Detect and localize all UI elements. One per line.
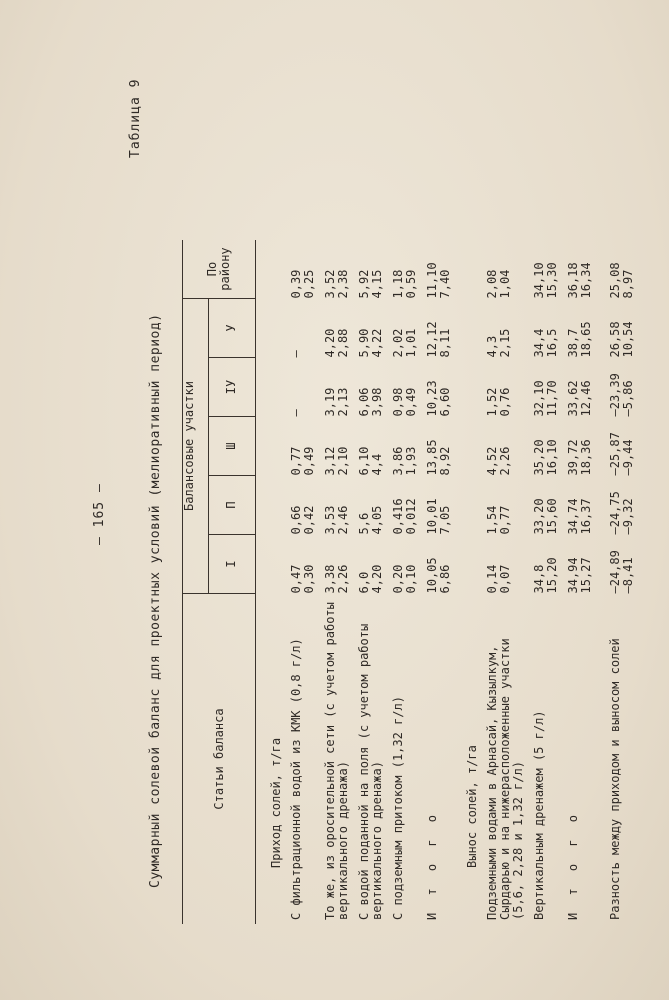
section-income: Приход солей, т/га bbox=[269, 737, 283, 868]
table-cell: 2,08 1,04 bbox=[485, 269, 512, 299]
table-cell: 0,20 0,10 bbox=[391, 564, 418, 594]
table-cell: 5,6 4,05 bbox=[357, 505, 384, 535]
row-label: С подземным притоком (1,32 г/л) bbox=[391, 696, 405, 920]
table-cell: 33,62 12,46 bbox=[566, 380, 593, 417]
table-row-total bbox=[426, 240, 452, 924]
table-cell: 3,19 2,13 bbox=[323, 387, 350, 417]
table-cell: 1,18 0,59 bbox=[391, 269, 418, 299]
table-cell: 36,18 16,34 bbox=[566, 262, 593, 299]
table-cell: 1,54 0,77 bbox=[485, 505, 512, 535]
table-cell: –23,39 –5,86 bbox=[608, 373, 635, 417]
table-label: Таблица 9 bbox=[128, 78, 143, 158]
table-cell: 3,86 1,93 bbox=[391, 446, 418, 476]
table-cell: 25,08 8,97 bbox=[608, 262, 635, 299]
row-label: Подземными водами в Арнасай, Кызылкум, Сырдарью и на нижерасположенные участки (5,6, 2,28 и 1,32 г/л) bbox=[485, 638, 525, 920]
table-cell: – bbox=[289, 350, 303, 358]
table-row bbox=[392, 240, 418, 924]
row-label: То же, из оросительной сети (с учетом работы вертикального дренажа) bbox=[323, 602, 350, 920]
table-cell: 6,0 4,20 bbox=[357, 564, 384, 594]
table-title: Суммарный солевой баланс для проектных условий (мелиоративный период) bbox=[148, 313, 163, 888]
table-cell: 4,52 2,26 bbox=[485, 446, 512, 476]
row-label: Разность между приходом и выносом солей bbox=[608, 638, 622, 920]
header-section-1: I bbox=[208, 535, 255, 594]
table-cell: 0,66 0,42 bbox=[289, 505, 316, 535]
table-cell: 1,52 0,76 bbox=[485, 387, 512, 417]
page-number: – 165 – bbox=[92, 483, 107, 545]
table-row bbox=[533, 240, 559, 924]
table-cell: 4,3 2,15 bbox=[485, 328, 512, 358]
table-cell: 34,74 16,37 bbox=[566, 498, 593, 535]
table-cell: 5,90 4,22 bbox=[357, 328, 384, 358]
table-cell: 0,47 0,30 bbox=[289, 564, 316, 594]
table-cell: 32,10 11,70 bbox=[532, 380, 559, 417]
table-cell: 10,23 6,60 bbox=[425, 380, 452, 417]
table-cell: 0,416 0,012 bbox=[391, 498, 418, 535]
table-cell: 2,02 1,01 bbox=[391, 328, 418, 358]
table-cell: 0,14 0,07 bbox=[485, 564, 512, 594]
table-cell: 34,94 15,27 bbox=[566, 557, 593, 594]
table-cell: 10,01 7,05 bbox=[425, 498, 452, 535]
table-cell: 34,4 16,5 bbox=[532, 328, 559, 358]
table-cell: 26,58 10,54 bbox=[608, 321, 635, 358]
table-row bbox=[358, 240, 384, 924]
row-label: И т о г о bbox=[566, 809, 580, 920]
table-cell: 10,05 6,86 bbox=[425, 557, 452, 594]
table-cell: 3,53 2,46 bbox=[323, 505, 350, 535]
header-section-3: Ш bbox=[208, 417, 255, 476]
table-cell: 0,77 0,49 bbox=[289, 446, 316, 476]
table-cell: 34,8 15,20 bbox=[532, 557, 559, 594]
table-cell: 4,20 2,88 bbox=[323, 328, 350, 358]
section-outcome: Вынос солей, т/га bbox=[465, 745, 479, 868]
header-total bbox=[183, 240, 256, 299]
table-cell: –24,75 –9,32 bbox=[608, 491, 635, 535]
header-section-5: У bbox=[208, 299, 255, 358]
table-cell: 0,98 0,49 bbox=[391, 387, 418, 417]
table-row-total bbox=[567, 240, 593, 924]
table-cell: –25,87 –9,44 bbox=[608, 432, 635, 476]
header-name: Статьи баланса bbox=[183, 594, 256, 925]
header-group: Балансовые участки bbox=[183, 299, 209, 594]
table-cell: 34,10 15,30 bbox=[532, 262, 559, 299]
table-cell: 39,72 18,36 bbox=[566, 439, 593, 476]
table-cell: 3,52 2,38 bbox=[323, 269, 350, 299]
header-total-label: По району bbox=[205, 247, 232, 291]
header-section-2: П bbox=[208, 476, 255, 535]
table-row bbox=[609, 240, 635, 924]
table-row bbox=[290, 240, 316, 924]
salt-balance-table bbox=[182, 240, 635, 924]
table-cell: 6,10 4,4 bbox=[357, 446, 384, 476]
table-cell: 33,20 15,60 bbox=[532, 498, 559, 535]
table-cell: 0,39 0,25 bbox=[289, 269, 316, 299]
table-cell: – bbox=[289, 409, 303, 417]
table-cell: 38,7 18,65 bbox=[566, 321, 593, 358]
table-cell: 6,06 3,98 bbox=[357, 387, 384, 417]
header-section-4: IУ bbox=[208, 358, 255, 417]
row-label: И т о г о bbox=[425, 809, 439, 920]
table-cell: –24,89 –8,41 bbox=[608, 550, 635, 594]
table-cell: 13,85 8,92 bbox=[425, 439, 452, 476]
table-cell: 3,12 2,10 bbox=[323, 446, 350, 476]
table-row bbox=[486, 240, 525, 924]
table-cell: 11,10 7,40 bbox=[425, 262, 452, 299]
row-label: С фильтрационной водой из КМК (0,8 г/л) bbox=[289, 638, 303, 920]
table-cell: 12,12 8,11 bbox=[425, 321, 452, 358]
table-row bbox=[324, 240, 350, 924]
table-cell: 5,92 4,15 bbox=[357, 269, 384, 299]
row-label: С водой поданной на поля (с учетом работы вертикального дренажа) bbox=[357, 623, 384, 920]
table-cell: 3,38 2,26 bbox=[323, 564, 350, 594]
row-label: Вертикальным дренажем (5 г/л) bbox=[532, 710, 546, 920]
table-cell: 35,20 16,10 bbox=[532, 439, 559, 476]
